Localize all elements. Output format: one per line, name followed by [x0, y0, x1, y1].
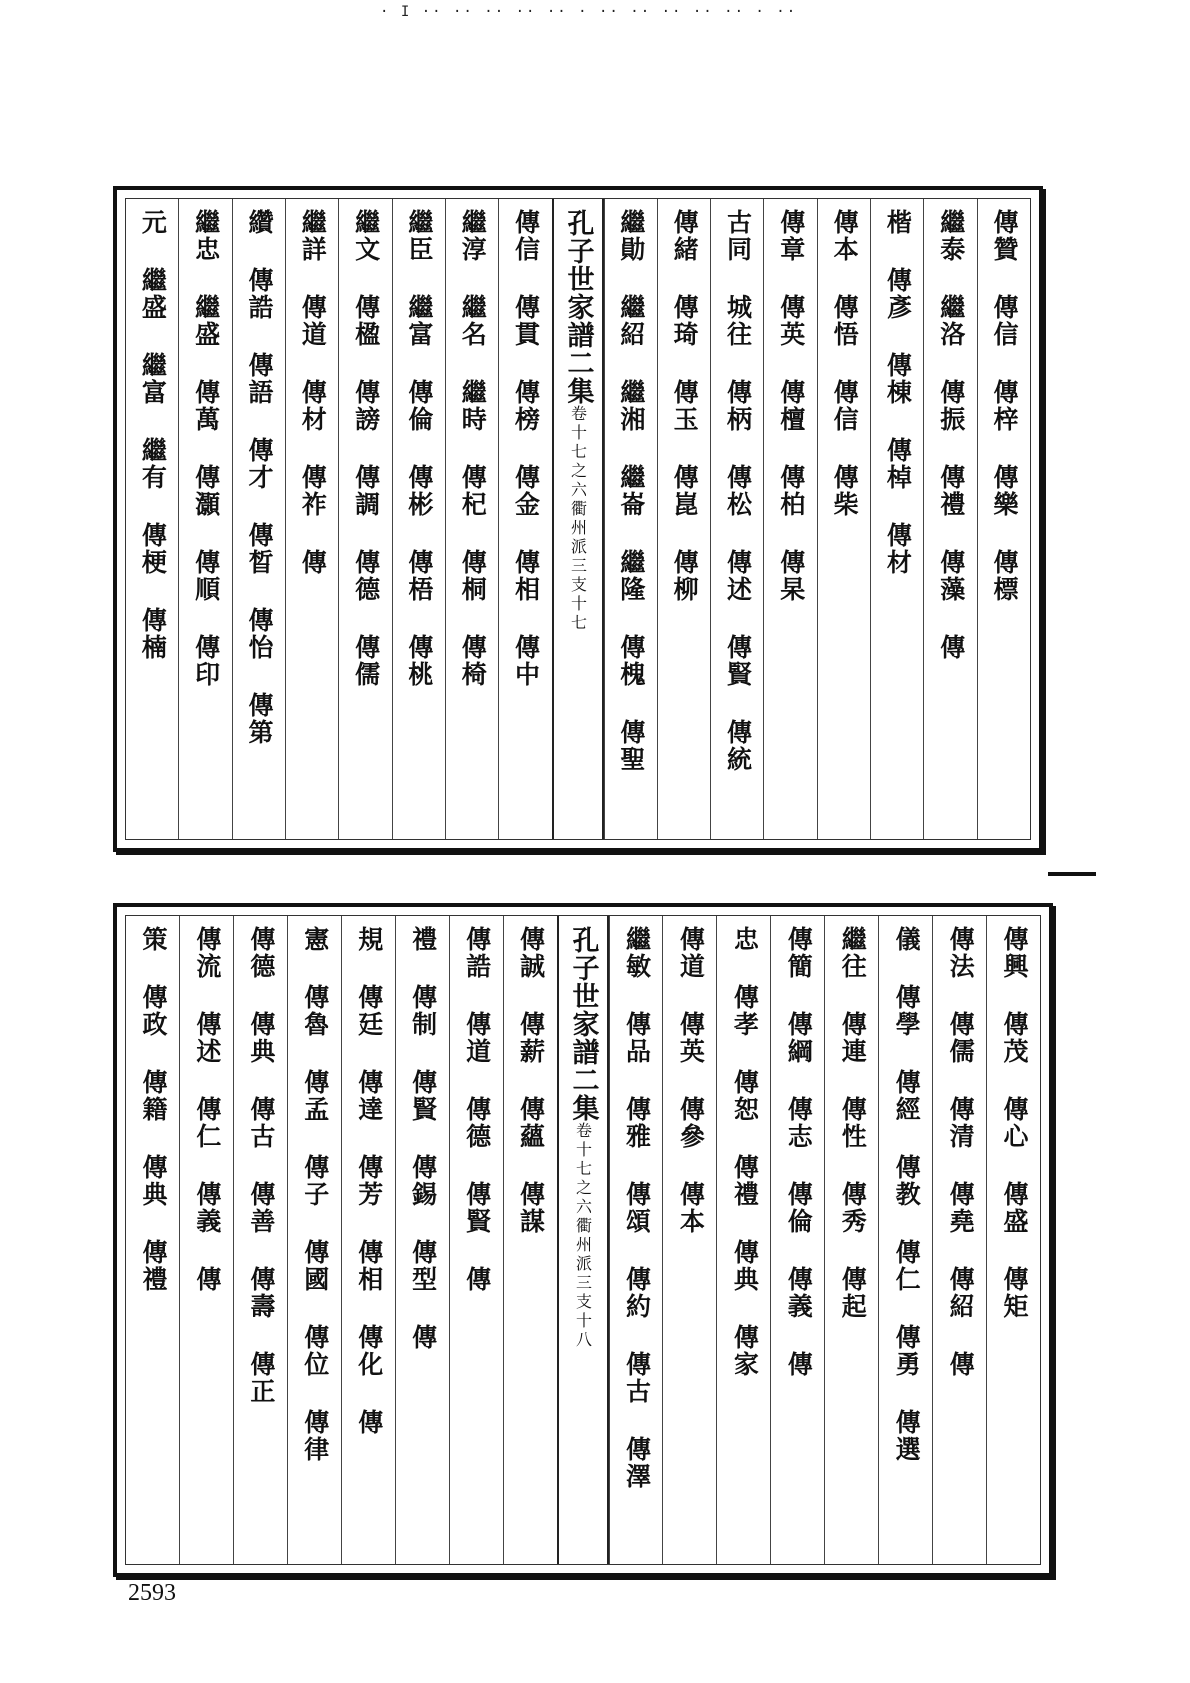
book-title: 孔子世家譜: [567, 926, 599, 1066]
text-column: 禮 傳制 傳賢 傳錫 傳型 傳: [395, 916, 449, 1564]
text-column: 憲 傳魯 傳孟 傳子 傳國 傳位 傳律: [287, 916, 341, 1564]
collection-label: 二集: [562, 349, 594, 405]
text-column: 古同 城往 傳柄 傳松 傳述 傳賢 傳統: [710, 199, 763, 839]
text-column: 傳誥 傳道 傳德 傳賢 傳: [449, 916, 503, 1564]
text-column: 傳緒 傳琦 傳玉 傳崑 傳柳: [657, 199, 710, 839]
volume-label: 卷十七之六: [573, 1122, 593, 1217]
text-column: 傳道 傳英 傳參 傳本: [662, 916, 716, 1564]
text-column: 纘 傳誥 傳語 傳才 傳晳 傳怡 傳第: [232, 199, 285, 839]
text-column: 傳本 傳悟 傳信 傳柴: [817, 199, 870, 839]
leaf-number: 十八: [573, 1312, 593, 1350]
center-title-column: [557, 916, 609, 1564]
text-column: 繼敏 傳品 傳雅 傳頌 傳約 傳古 傳澤: [609, 916, 663, 1564]
collection-label: 二集: [567, 1066, 599, 1122]
text-column: 傳贊 傳信 傳梓 傳樂 傳標: [977, 199, 1030, 839]
text-column: 傳信 傳貫 傳榜 傳金 傳相 傳中: [498, 199, 551, 839]
text-column: 楷 傳彥 傳棟 傳棹 傳材: [870, 199, 923, 839]
sub-branch-label: 三支: [568, 557, 588, 595]
branch-label: 衢州派: [568, 500, 588, 557]
text-column: 繼淳 繼名 繼時 傳杞 傳桐 傳椅: [445, 199, 498, 839]
text-column: 繼忠 繼盛 傳萬 傳灝 傳順 傳印: [178, 199, 231, 839]
text-column: 規 傳廷 傳達 傳芳 傳相 傳化 傳: [341, 916, 395, 1564]
volume-label: 卷十七之六: [568, 405, 588, 500]
text-column: 傳章 傳英 傳檀 傳柏 傳杲: [763, 199, 816, 839]
text-column: 傳法 傳儒 傳清 傳堯 傳紹 傳: [932, 916, 986, 1564]
text-column: 繼詳 傳道 傳材 傳祚 傳: [285, 199, 338, 839]
text-column: 傳興 傳茂 傳心 傳盛 傳矩: [986, 916, 1040, 1564]
branch-label: 衢州派: [573, 1217, 593, 1274]
text-column: 儀 傳學 傳經 傳教 傳仁 傳勇 傳選: [878, 916, 932, 1564]
text-column: 繼文 傳楹 傳謗 傳調 傳德 傳儒: [338, 199, 391, 839]
genealogy-page-top: [113, 186, 1043, 852]
sub-branch-label: 三支: [573, 1274, 593, 1312]
text-column: 繼泰 繼洛 傳振 傳禮 傳藻 傳: [923, 199, 976, 839]
genealogy-page-bottom: [113, 903, 1053, 1577]
center-title-column: [552, 199, 604, 839]
page-columns: [125, 198, 1031, 840]
page-columns: [125, 915, 1041, 1565]
margin-rule: [1048, 872, 1096, 876]
text-column: 忠 傳孝 傳恕 傳禮 傳典 傳家: [716, 916, 770, 1564]
text-column: 繼勛 繼紹 繼湘 繼崙 繼隆 傳槐 傳聖: [604, 199, 657, 839]
text-column: 策 傳政 傳籍 傳典 傳禮: [138, 926, 168, 1293]
text-column: 傳德 傳典 傳古 傳善 傳壽 傳正: [233, 916, 287, 1564]
leaf-number: 十七: [568, 595, 588, 633]
book-title: 孔子世家譜: [562, 209, 594, 349]
text-column: 傳誠 傳薪 傳蘊 傳謀: [503, 916, 557, 1564]
text-column: 繼往 傳連 傳性 傳秀 傳起: [824, 916, 878, 1564]
text-column: 傳流 傳述 傳仁 傳義 傳: [179, 916, 233, 1564]
page-number: 2593: [128, 1580, 176, 1606]
text-column: 繼臣 繼富 傳倫 傳彬 傳梧 傳桃: [392, 199, 445, 839]
text-column: 元 繼盛 繼富 繼有 傳梗 傳楠: [138, 209, 168, 661]
top-margin-marks: · I ·· ·· ·· ·· ·· · ·· ·· ·· ·· ·· · ··: [380, 4, 798, 20]
text-column: 傳簡 傳綱 傳志 傳倫 傳義 傳: [770, 916, 824, 1564]
